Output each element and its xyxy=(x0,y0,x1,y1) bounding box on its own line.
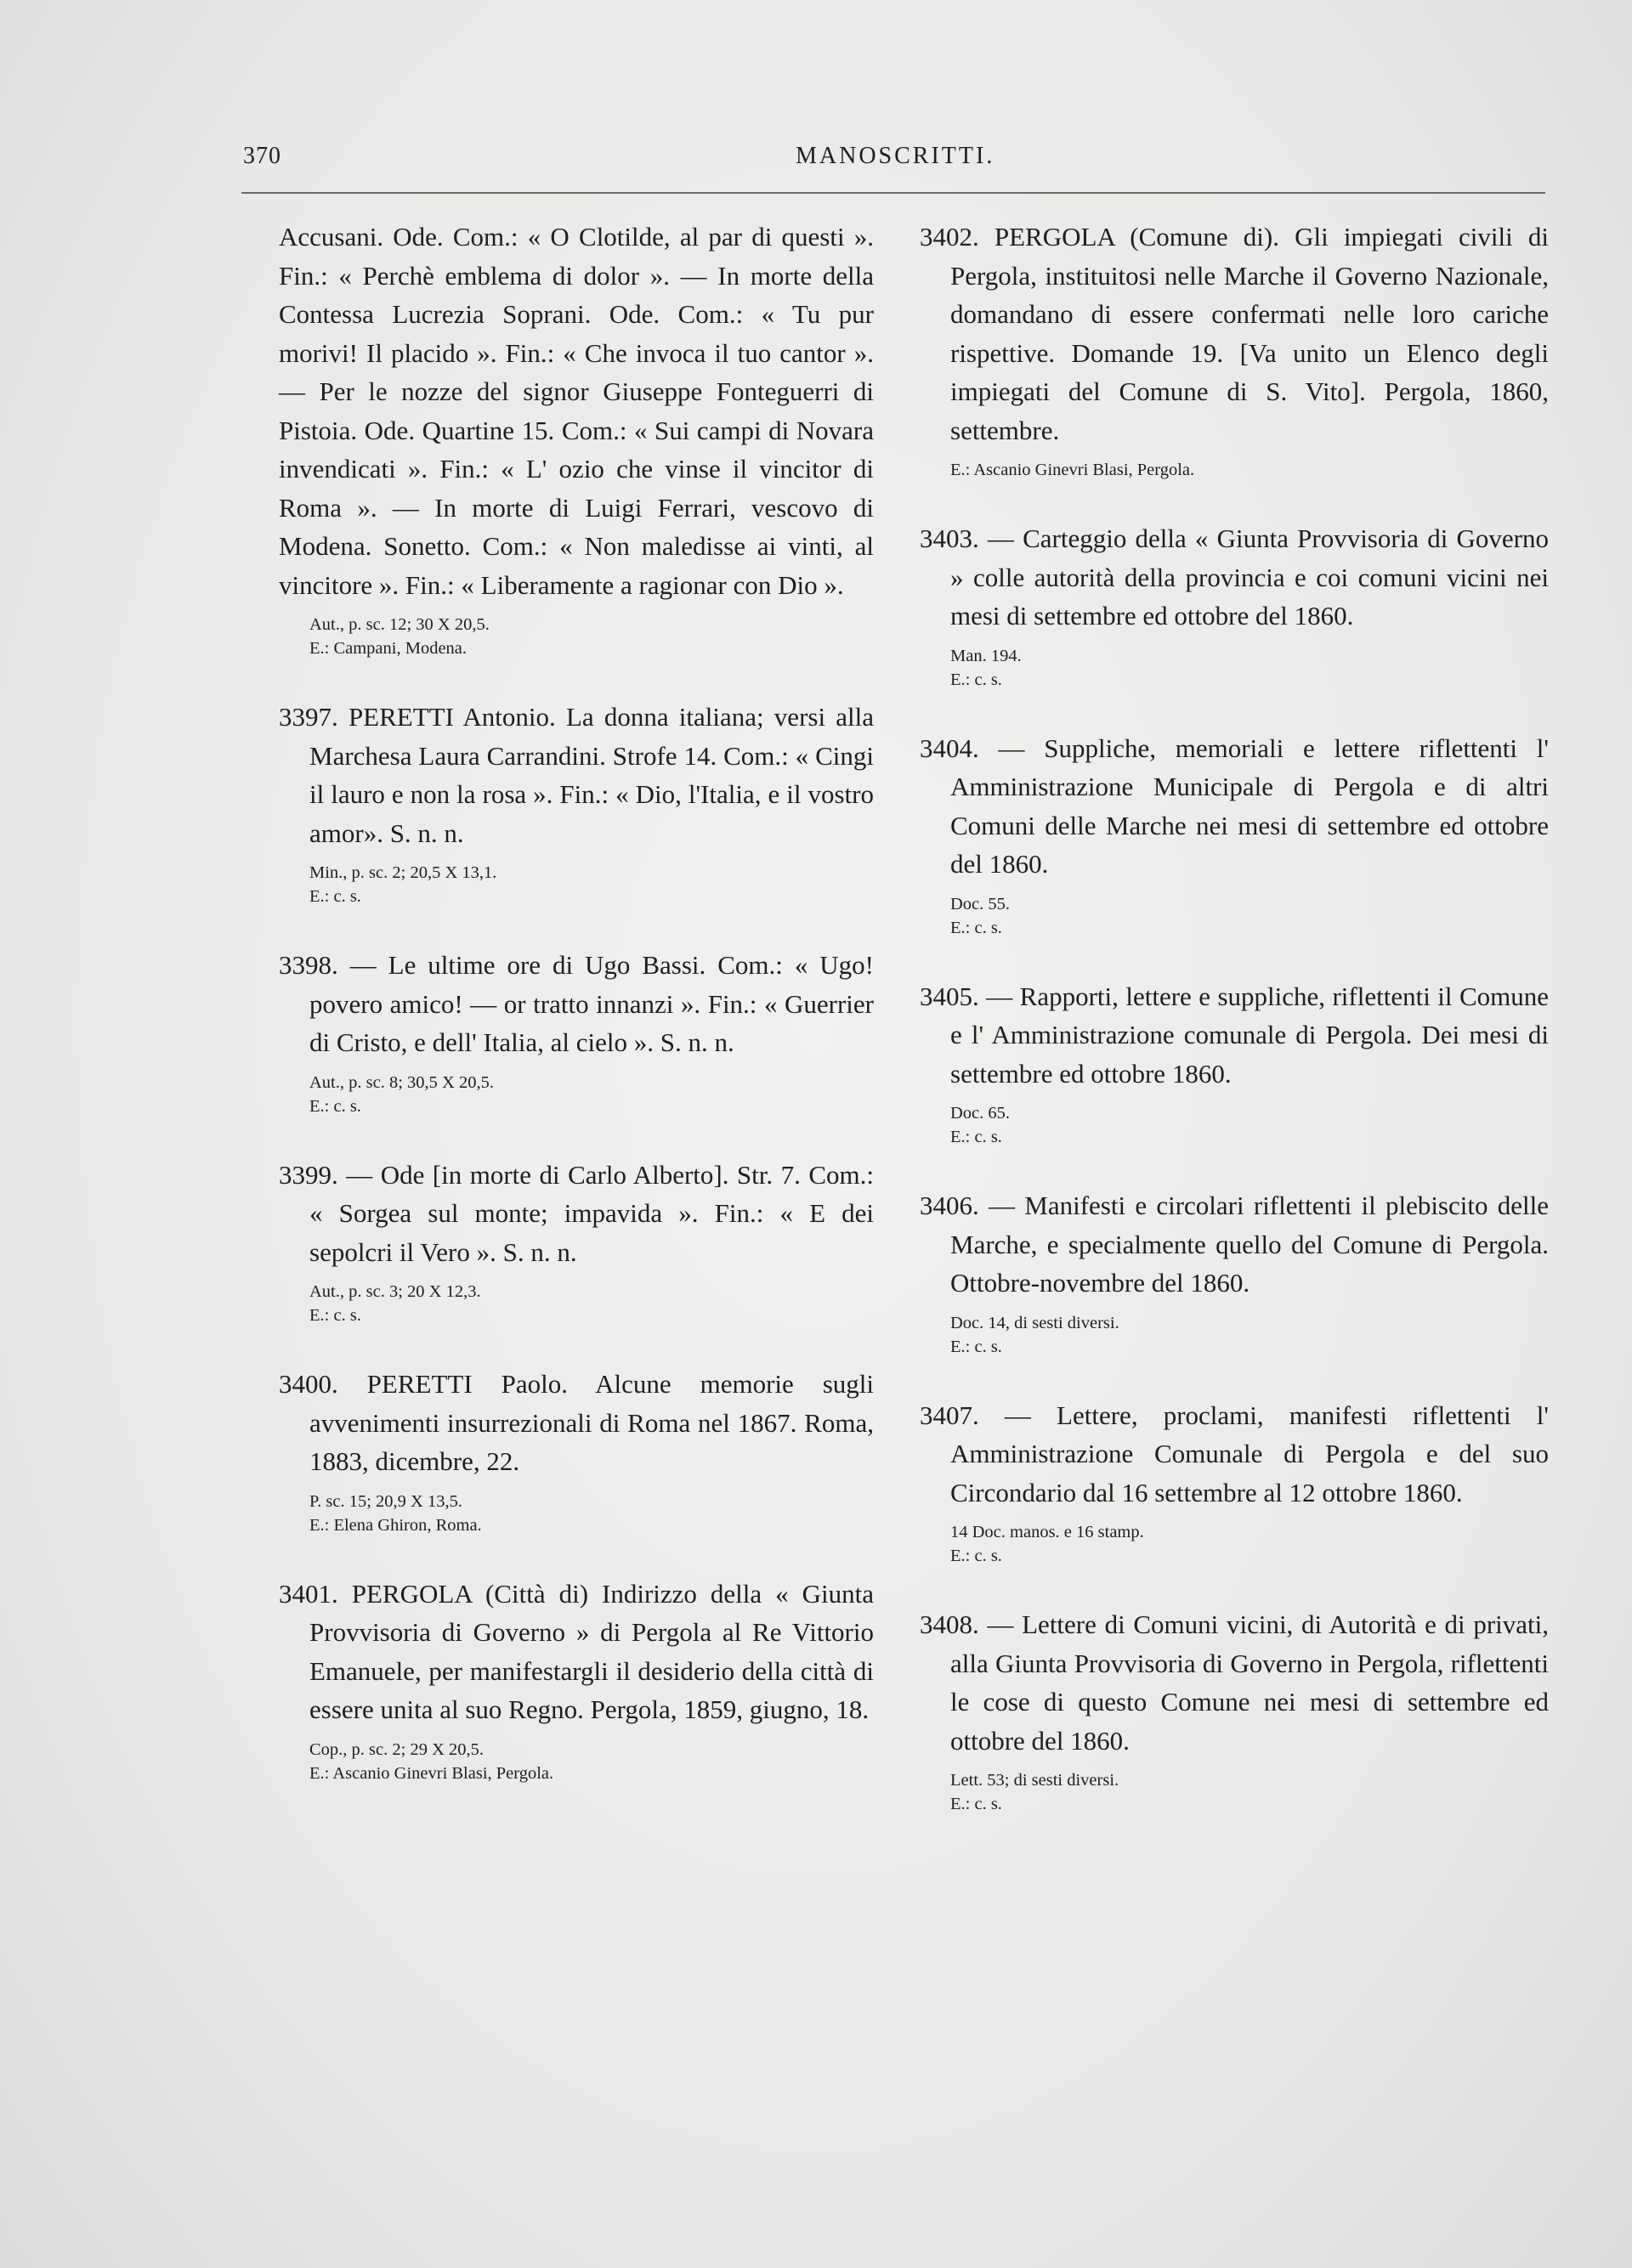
catalog-entry xyxy=(920,1396,1549,1569)
entry-text: 3407. — Lettere, proclami, manifesti riflettenti l' Amministrazione Comunale di Pergola e del suo Circondario dal 16 settembre al 12 ottobre 1860. xyxy=(920,1400,1549,1507)
meta-line: P. sc. 15; 20,9 X 13,5. xyxy=(309,1491,462,1511)
catalog-entry xyxy=(279,218,874,660)
entry-text: 3408. — Lettere di Comuni vicini, di Autorità e di privati, alla Giunta Provvisoria di Governo in Pergola, riflettenti le cose di questo Comune nei mesi di settembre ed ottobre del 1860. xyxy=(920,1609,1549,1756)
entry-meta xyxy=(309,1280,874,1327)
meta-line: E.: Ascanio Ginevri Blasi, Pergola. xyxy=(950,461,1195,479)
meta-line: E.: c. s. xyxy=(309,887,361,906)
entry-meta xyxy=(950,1311,1549,1359)
catalog-entry xyxy=(920,519,1549,692)
meta-line: Lett. 53; di sesti diversi. xyxy=(950,1771,1119,1790)
meta-line: Aut., p. sc. 3; 20 X 12,3. xyxy=(309,1282,481,1301)
entry-text: 3402. PERGOLA (Comune di). Gli impiegati civili di Pergola, instituitosi nelle Marche il Governo Nazionale, domandano di essere confermati nelle loro cariche rispettive. Domande 19. [Va unito un Elenco degli impiegati del Comune di S. Vito]. Pergola, 1860, settembre. xyxy=(920,222,1549,445)
meta-line: E.: c. s. xyxy=(309,1306,361,1325)
entry-meta xyxy=(309,1490,874,1537)
entry-meta xyxy=(309,861,874,908)
right-column xyxy=(920,218,1549,1816)
entry-text: 3404. — Suppliche, memoriali e lettere riflettenti l' Amministrazione Municipale di Pergola e di altri Comuni delle Marche nei mesi di settembre ed ottobre del 1860. xyxy=(920,732,1549,879)
catalog-entry xyxy=(920,1605,1549,1816)
entry-meta xyxy=(950,644,1549,692)
meta-line: E.: c. s. xyxy=(950,918,1002,937)
catalog-entry xyxy=(279,1156,874,1328)
meta-line: E.: c. s. xyxy=(950,1547,1002,1565)
entry-meta xyxy=(950,1101,1549,1149)
catalog-entry xyxy=(279,698,874,908)
catalog-entry xyxy=(920,729,1549,940)
catalog-entry xyxy=(920,1186,1549,1359)
entry-text: 3406. — Manifesti e circolari riflettenti il plebiscito delle Marche, e specialmente quello del Comune di Pergola. Ottobre-novembre del 1860. xyxy=(920,1191,1549,1298)
header-rule xyxy=(241,192,1545,194)
meta-line: E.: Ascanio Ginevri Blasi, Pergola. xyxy=(309,1763,554,1783)
catalog-entry xyxy=(920,218,1549,482)
catalog-entry xyxy=(279,946,874,1118)
page-number: 370 xyxy=(243,143,281,169)
meta-line: Cop., p. sc. 2; 29 X 20,5. xyxy=(309,1739,484,1759)
catalog-entry xyxy=(920,977,1549,1150)
entry-meta xyxy=(950,458,1549,482)
entry-meta xyxy=(309,613,874,660)
entry-text: 3397. PERETTI Antonio. La donna italiana; versi alla Marchesa Laura Carrandini. Strofe 14. Com.: « Cingi il lauro e non la rosa ». Fin.: « Dio, l'Italia, e il vostro amor». S. n. n. xyxy=(279,702,874,848)
entry-text: 3403. — Carteggio della « Giunta Provvisoria di Governo » colle autorità della provincia e coi comuni vicini nei mesi di settembre ed ottobre del 1860. xyxy=(920,523,1549,631)
entry-text: 3399. — Ode [in morte di Carlo Alberto]. Str. 7. Com.: « Sorgea sul monte; impavida ». Fin.: « E dei sepolcri il Vero ». S. n. n. xyxy=(279,1159,874,1267)
entry-text: 3401. PERGOLA (Città di) Indirizzo della « Giunta Provvisoria di Governo » di Pergola al Re Vittorio Emanuele, per manifestargli il desiderio della città di essere unita al suo Regno. Pergola, 1859, giugno, 18. xyxy=(279,1578,874,1724)
running-title: MANOSCRITTI. xyxy=(796,143,995,169)
meta-line: E.: Campani, Modena. xyxy=(309,639,468,658)
entry-meta xyxy=(309,1071,874,1118)
entry-meta xyxy=(950,1768,1549,1816)
meta-line: E.: c. s. xyxy=(950,1337,1002,1356)
meta-line: E.: c. s. xyxy=(309,1096,361,1116)
entry-text: 3400. PERETTI Paolo. Alcune memorie sugli avvenimenti insurrezionali di Roma nel 1867. Roma, 1883, dicembre, 22. xyxy=(279,1369,874,1476)
meta-line: Doc. 55. xyxy=(950,894,1011,913)
entry-meta xyxy=(950,1520,1549,1568)
meta-line: Doc. 14, di sesti diversi. xyxy=(950,1313,1119,1332)
meta-line: E.: c. s. xyxy=(950,1128,1002,1146)
meta-line: Doc. 65. xyxy=(950,1104,1011,1123)
meta-line: E.: c. s. xyxy=(950,670,1002,689)
catalog-entry xyxy=(279,1365,874,1537)
entry-meta xyxy=(309,1738,874,1785)
meta-line: E.: Elena Ghiron, Roma. xyxy=(309,1515,482,1535)
meta-line: Aut., p. sc. 12; 30 X 20,5. xyxy=(309,615,490,634)
meta-line: 14 Doc. manos. e 16 stamp. xyxy=(950,1523,1144,1541)
meta-line: Man. 194. xyxy=(950,646,1022,665)
meta-line: Aut., p. sc. 8; 30,5 X 20,5. xyxy=(309,1072,494,1092)
entry-text: 3405. — Rapporti, lettere e suppliche, riflettenti il Comune e l' Amministrazione comunale di Pergola. Dei mesi di settembre ed ottobre 1860. xyxy=(920,981,1549,1089)
entry-text: 3398. — Le ultime ore di Ugo Bassi. Com.: « Ugo! povero amico! — or tratto innanzi ». Fin.: « Guerrier di Cristo, e dell' Italia, al cielo ». S. n. n. xyxy=(279,950,874,1057)
meta-line: E.: c. s. xyxy=(950,1795,1002,1813)
catalog-entry xyxy=(279,1575,874,1785)
entry-meta xyxy=(950,892,1549,940)
meta-line: Min., p. sc. 2; 20,5 X 13,1. xyxy=(309,863,497,882)
entry-text: Accusani. Ode. Com.: « O Clotilde, al par di questi ». Fin.: « Perchè emblema di dolor ». — In morte della Contessa Lucrezia Soprani. Ode. Com.: « Tu pur morivi! Il placido ». Fin.: « Che invoca il tuo cantor ». — Per le nozze del signor Giuseppe Fonteguerri di Pistoia. Ode. Quartine 15. Com.: « Sui campi di Novara invendicati ». Fin.: « L' ozio che vinse il vincitor di Roma ». — In morte di Luigi Ferrari, vescovo di Modena. Sonetto. Com.: « Non maledisse ai vinti, al vincitore ». Fin.: « Liberamente a ragionar con Dio ». xyxy=(279,222,874,600)
left-column xyxy=(279,218,874,1785)
